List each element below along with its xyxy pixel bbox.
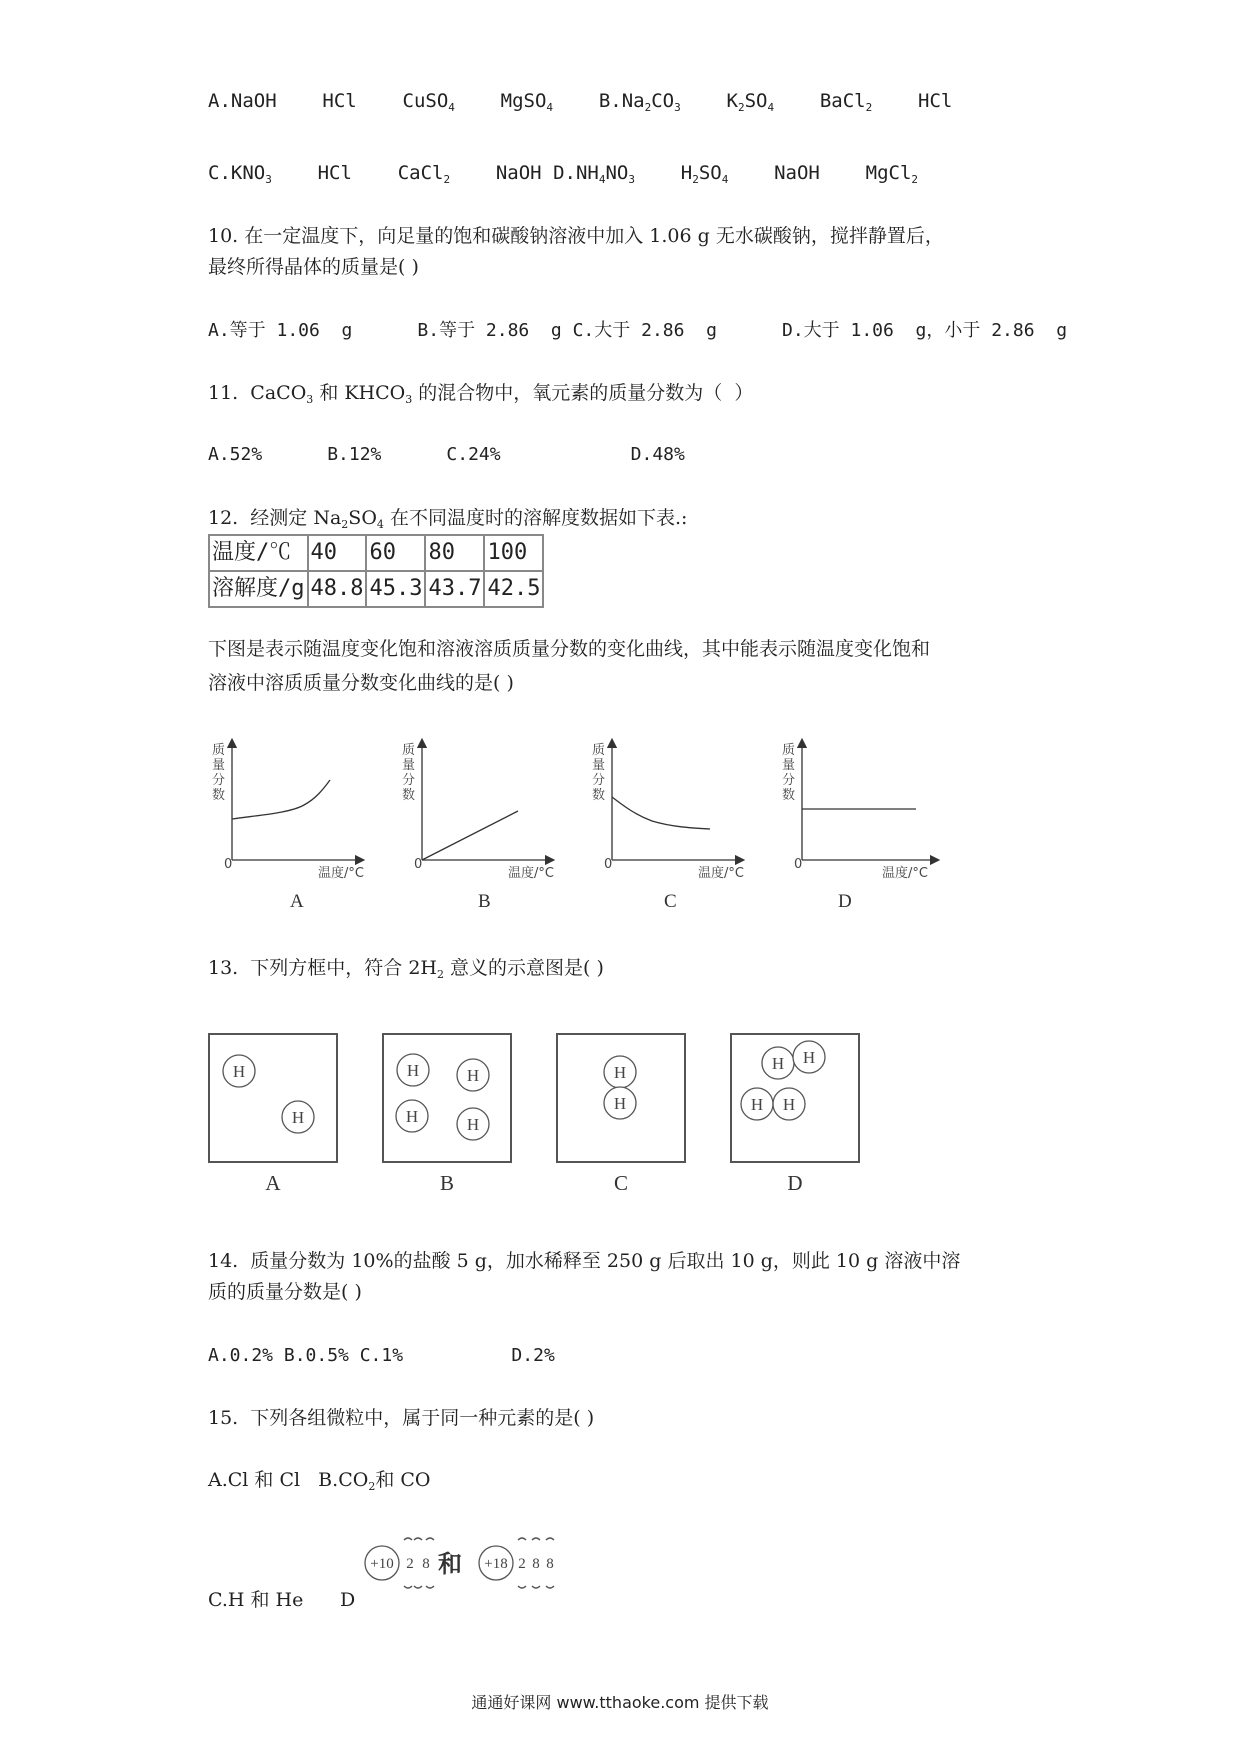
box-a xyxy=(209,1034,337,1162)
atom-h: H xyxy=(466,1066,480,1085)
y-axis-label-char: 质 xyxy=(212,743,226,758)
table-cell: 40 xyxy=(308,535,367,571)
table-cell: 45.3 xyxy=(366,571,425,607)
table-cell: 80 xyxy=(425,535,484,571)
nucleus-label: +10 xyxy=(370,1556,394,1572)
q11-text: 11. CaCO$_3$ 和 $KHCO_3$ 的混合物中，氧元素的质量分数为（ ） xyxy=(208,382,754,406)
q14-text-line-2: 质的质量分数是( ) xyxy=(208,1281,362,1303)
q10-text-line-2: 最终所得晶体的质量是( ) xyxy=(208,256,419,278)
q12-text: 12. 经测定 $Na_2SO_4$ 在不同温度时的溶解度数据如下表.: xyxy=(208,507,688,531)
graph-a xyxy=(212,743,364,912)
graph-letter: C xyxy=(664,891,677,912)
table-row xyxy=(209,571,543,607)
table-cell: 42.5 xyxy=(484,571,543,607)
origin-label: 0 xyxy=(224,857,233,872)
page-footer: 通通好课网 www.tthaoke.com 提供下载 xyxy=(471,1693,769,1712)
q12-text-line-2: 下图是表示随温度变化饱和溶液溶质质量分数的变化曲线，其中能表示随温度变化饱和 xyxy=(208,638,931,660)
y-axis-label-char: 量 xyxy=(402,758,416,773)
atom-h: H xyxy=(466,1115,480,1134)
q12-graphs xyxy=(200,735,960,915)
q11-options: A.52% B.12% C.24% D.48% xyxy=(208,444,685,465)
diagram-letter: C xyxy=(613,1171,629,1195)
x-axis-label: 温度/°C xyxy=(318,866,364,881)
q9-options-line-1: A.NaOH HCl CuSO$_4$ MgSO$_4$ $B.Na_2CO_3$ $K_2SO_4$ BaCl$_2$ HCl xyxy=(208,90,953,114)
q15-text: 15. 下列各组微粒中，属于同一种元素的是( ) xyxy=(208,1407,595,1429)
x-axis-label: 温度/°C xyxy=(698,866,744,881)
table-cell: 48.8 xyxy=(308,571,367,607)
graph-c xyxy=(592,743,744,912)
atom-h: H xyxy=(232,1062,246,1081)
nucleus-label: +18 xyxy=(484,1556,508,1572)
atom-h: H xyxy=(771,1054,785,1073)
curve-decreasing xyxy=(612,797,710,829)
x-axis-label: 温度/°C xyxy=(882,866,928,881)
y-axis-label-char: 量 xyxy=(782,758,796,773)
y-axis-label-char: 数 xyxy=(212,788,226,803)
origin-label: 0 xyxy=(414,857,423,872)
shell-count: 2 xyxy=(406,1556,414,1572)
y-axis-label-char: 分 xyxy=(782,773,796,788)
q14-text-line-1: 14. 质量分数为 10%的盐酸 5 g，加水稀释至 250 g 后取出 10 g，则此 10 g 溶液中溶 xyxy=(208,1250,961,1272)
x-axis-label: 温度/°C xyxy=(508,866,554,881)
diagram-letter: A xyxy=(265,1171,281,1195)
atom-h: H xyxy=(291,1108,305,1127)
y-axis-label-char: 分 xyxy=(402,773,416,788)
box-b xyxy=(383,1034,511,1162)
table-cell: 60 xyxy=(366,535,425,571)
y-axis-label-char: 数 xyxy=(782,788,796,803)
origin-label: 0 xyxy=(604,857,613,872)
atom-h: H xyxy=(750,1095,764,1114)
atom-h: H xyxy=(406,1061,420,1080)
graph-b xyxy=(402,743,554,912)
and-connector: 和 xyxy=(438,1550,462,1578)
shell-count: 2 xyxy=(518,1556,526,1572)
diagram-letter: B xyxy=(439,1171,455,1195)
curve-increasing xyxy=(232,780,330,819)
q14-options: A.0.2% B.0.5% C.1% D.2% xyxy=(208,1345,555,1366)
table-cell: 43.7 xyxy=(425,571,484,607)
shell-count: 8 xyxy=(422,1556,430,1572)
table-cell: 100 xyxy=(484,535,543,571)
q9-options-line-2: $C.KNO_3$ HCl CaCl$_2$ NaOH $D.NH_4NO_3$ $H_2SO_4$ NaOH MgCl$_2$ xyxy=(208,162,919,186)
origin-label: 0 xyxy=(794,857,803,872)
table-cell: 温度/℃ xyxy=(209,535,308,571)
table-cell: 溶解度/g xyxy=(209,571,308,607)
q13-text: 13. 下列方框中，符合 $2H_2$ 意义的示意图是( ) xyxy=(208,957,604,981)
atom-h: H xyxy=(613,1063,627,1082)
y-axis-label-char: 质 xyxy=(592,743,606,758)
graph-letter: A xyxy=(290,891,304,912)
atom-h: H xyxy=(782,1095,796,1114)
y-axis-label-char: 分 xyxy=(212,773,226,788)
atom-h: H xyxy=(405,1107,419,1126)
table-row xyxy=(209,535,543,571)
shell-count: 8 xyxy=(546,1556,554,1572)
y-axis-label-char: 数 xyxy=(402,788,416,803)
atom-h: H xyxy=(802,1048,816,1067)
y-axis-label-char: 质 xyxy=(782,743,796,758)
y-axis-label-char: 质 xyxy=(402,743,416,758)
diagram-letter: D xyxy=(787,1171,803,1195)
q15-options-ab: A.Cl 和 Cl $B.CO_2$和 CO xyxy=(208,1469,431,1493)
atom-h: H xyxy=(613,1094,627,1113)
y-axis-label-char: 分 xyxy=(592,773,606,788)
q13-diagrams xyxy=(205,1030,875,1195)
q15-option-d-label: D xyxy=(340,1589,356,1611)
solubility-table xyxy=(208,534,544,608)
curve-linear xyxy=(422,811,518,860)
y-axis-label-char: 量 xyxy=(212,758,226,773)
q15-atomic-structures xyxy=(360,1525,590,1600)
graph-d xyxy=(782,743,935,912)
q10-options: A.等于 1.06 g B.等于 2.86 g C.大于 2.86 g D.大于 1.06 g，小于 2.86 g xyxy=(208,320,1068,341)
q15-option-c: C.H 和 He xyxy=(208,1589,304,1611)
y-axis-label-char: 量 xyxy=(592,758,606,773)
q10-text-line-1: 10. 在一定温度下，向足量的饱和碳酸钠溶液中加入 1.06 g 无水碳酸钠，搅拌静置后， xyxy=(208,225,944,247)
y-axis-label-char: 数 xyxy=(592,788,606,803)
shell-count: 8 xyxy=(532,1556,540,1572)
q12-text-line-3: 溶液中溶质质量分数变化曲线的是( ) xyxy=(208,672,514,694)
graph-letter: B xyxy=(478,891,491,912)
graph-letter: D xyxy=(838,891,852,912)
